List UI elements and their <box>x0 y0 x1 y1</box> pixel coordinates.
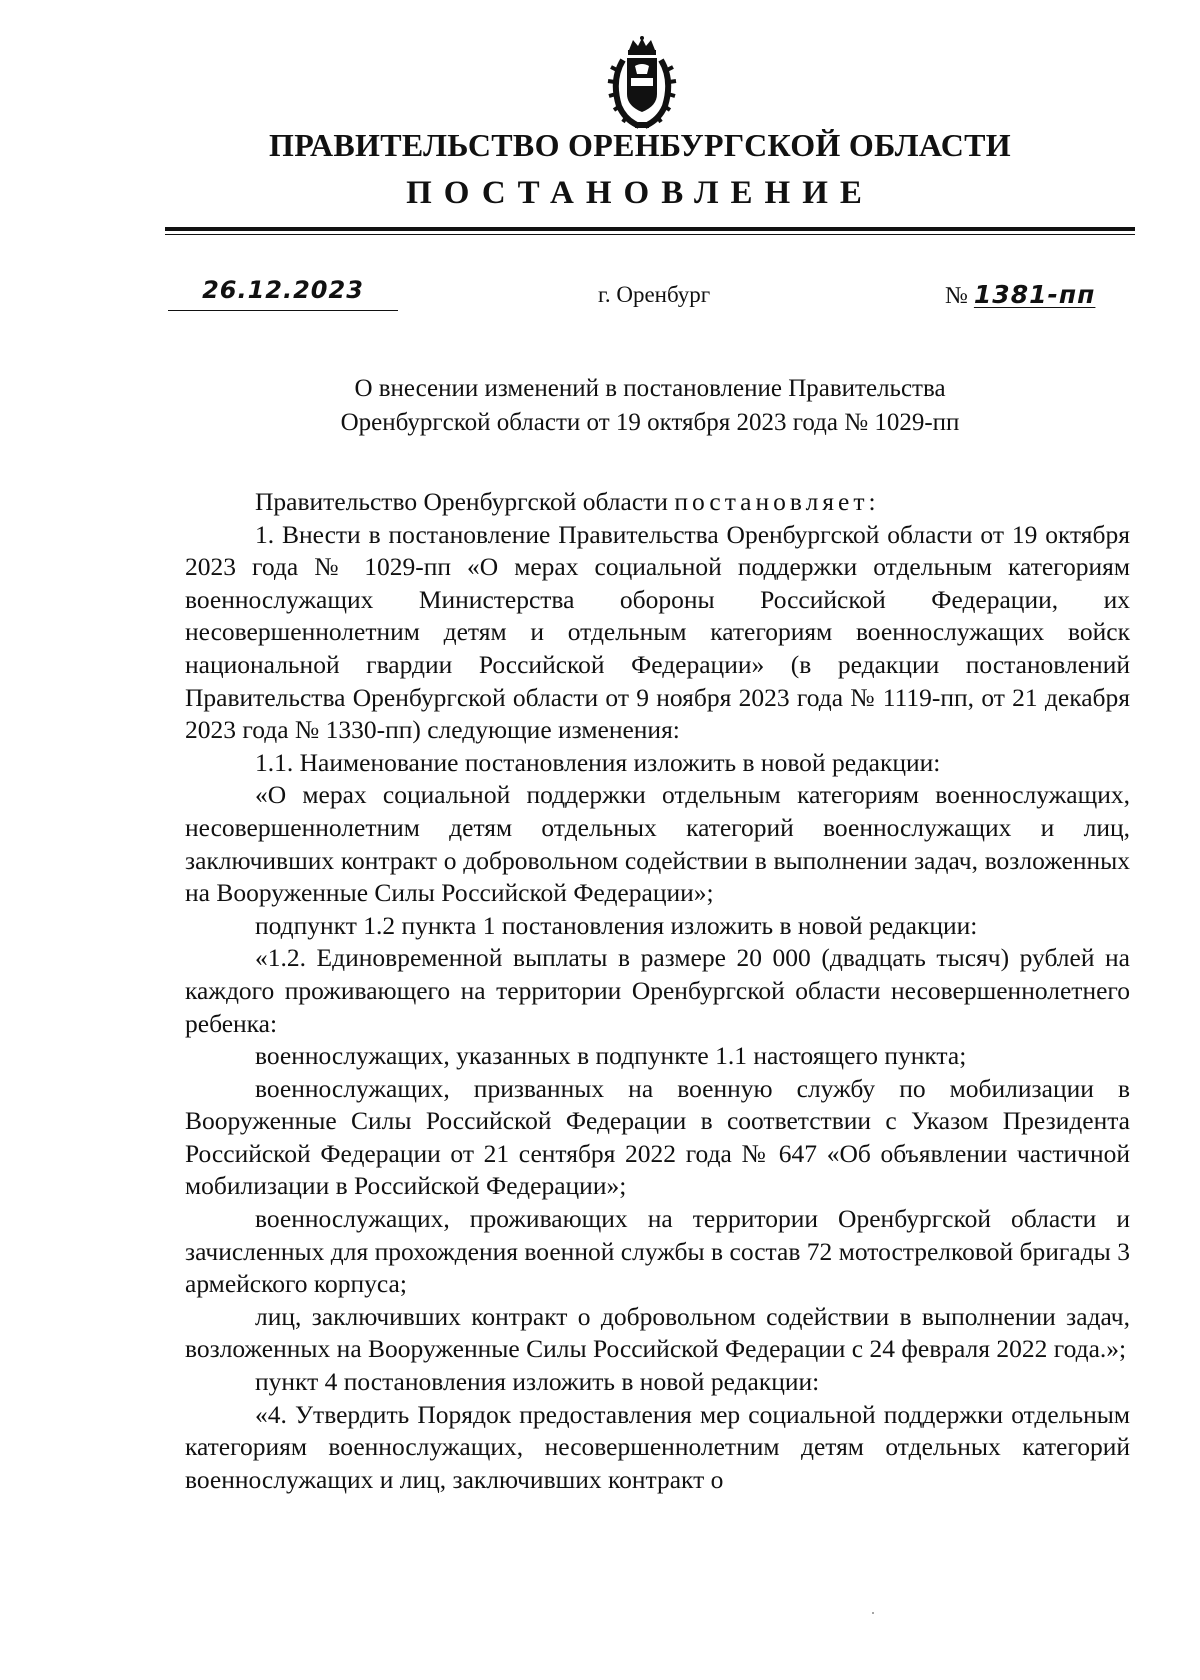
preamble-text: Правительство Оренбургской области <box>255 487 675 516</box>
preamble <box>185 486 1130 519</box>
document-city: г. Оренбург <box>598 282 711 307</box>
document-date-field <box>168 276 398 304</box>
header-rule-thin <box>165 234 1135 235</box>
organization-title: ПРАВИТЕЛЬСТВО ОРЕНБУРГСКОЙ ОБЛАСТИ <box>269 127 1011 163</box>
number-sign: № <box>945 283 968 309</box>
paragraph: «1.2. Единовременной выплаты в размере 20 000 (двадцать тысяч) рублей на каждого проживающего на территории Оренбургской области несовершеннолетнего ребенка: <box>185 943 1130 1038</box>
paragraph: «4. Утвердить Порядок предоставления мер социальной поддержки отдельным категориям военнослужащих, несовершеннолетним детям отдельных категорий военнослужащих и лиц, заключивших контракт о <box>185 1399 1130 1494</box>
document-date: 26.12.2023 <box>202 276 364 304</box>
paragraph: «О мерах социальной поддержки отдельным категориям военнослужащих, несовершеннолетним детям отдельных категорий военнослужащих и лиц, заключивших контракт о добровольном содействии в выполнении задач, возложенных на Вооруженные Силы Российской Федерации»; <box>185 780 1130 908</box>
paragraph: военнослужащих, проживающих на территории Оренбургской области и зачисленных для прохождения военной службы в состав 72 мотострелковой бригады 3 армейского корпуса; <box>185 1204 1130 1299</box>
subject-line-2: Оренбургской области от 19 октября 2023 года № 1029-пп <box>340 409 960 436</box>
document-number: 1381-пп <box>973 280 1096 309</box>
date-underline <box>168 310 398 311</box>
coat-of-arms-icon <box>605 36 679 132</box>
paragraph: военнослужащих, призванных на военную службу по мобилизации в Вооруженные Силы Российской Федерации в соответствии с Указом Президента Российской Федерации от 21 сентября 2022 года № 647 «Об объявлении частичной мобилизации в Российской Федерации»; <box>185 1073 1130 1201</box>
paragraph: лиц, заключивших контракт о добровольном содействии в выполнении задач, возложенных на Вооруженные Силы Российской Федерации с 24 февраля 2022 года.»; <box>185 1301 1130 1364</box>
paragraph: военнослужащих, указанных в подпункте 1.1 настоящего пункта; <box>255 1041 967 1071</box>
paragraph: 1.1. Наименование постановления изложить в новой редакции: <box>255 747 941 777</box>
document-subject <box>250 372 1050 440</box>
document-number-field <box>945 280 1095 310</box>
subject-line-1: О внесении изменений в постановление Правительства <box>354 375 946 402</box>
document-type-title: ПОСТАНОВЛЕНИЕ <box>406 175 874 211</box>
paragraph: пункт 4 постановления изложить в новой редакции: <box>255 1367 820 1397</box>
paragraph: подпункт 1.2 пункта 1 постановления изложить в новой редакции: <box>255 910 978 940</box>
paragraph: 1. Внести в постановление Правительства Оренбургской области от 19 октября 2023 года № 1029-пп «О мерах социальной поддержки отдельным категориям военнослужащих Министерства обороны Российской Федерации, их несовершеннолетним детям и отдельным категориям военнослужащих войск национальной гвардии Российской Федерации» (в редакции постановлений Правительства Оренбургской области от 9 ноября 2023 года № 1119-пп, от 21 декабря 2023 года № 1330-пп) следующие изменения: <box>185 519 1130 745</box>
scan-speck <box>872 1612 874 1614</box>
document-body <box>185 486 1130 1496</box>
preamble-resolves: постановляет: <box>674 487 880 516</box>
header-rule-thick <box>165 227 1135 231</box>
